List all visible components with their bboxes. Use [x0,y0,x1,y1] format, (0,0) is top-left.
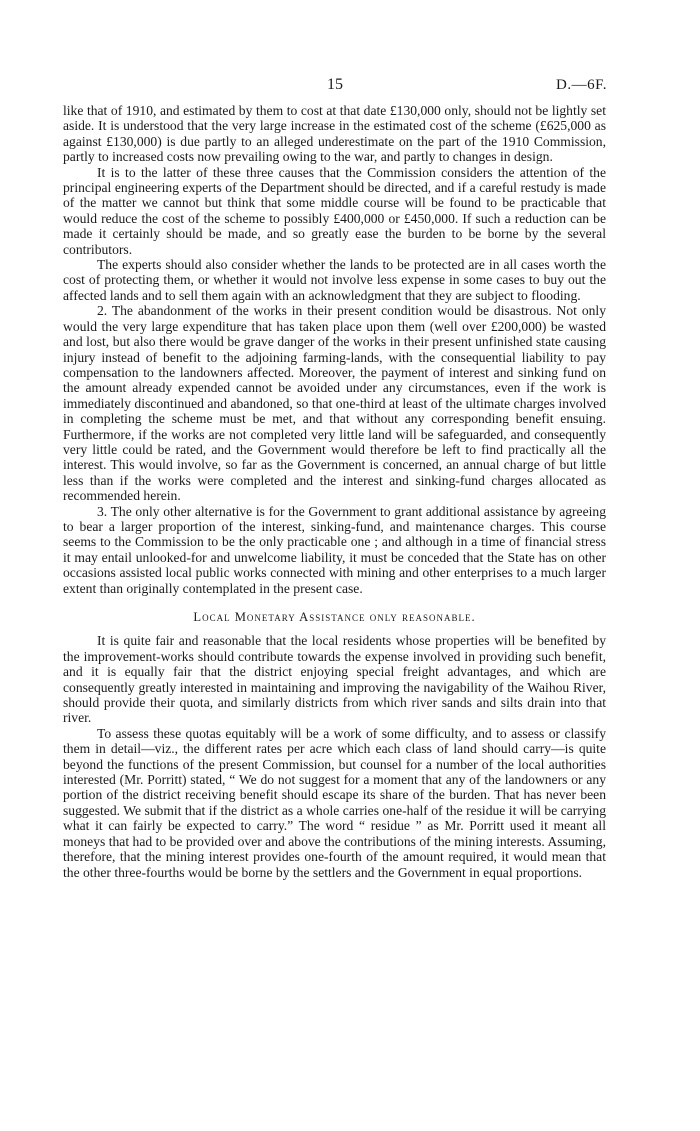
paragraph: It is quite fair and reasonable that the local residents whose properties will be benefited by the improvement-works should contribute towards the expense involved in providing such benefit, and it is equally fair that the district enjoying special freight advantages, and which are consequently greatly interested in maintaining and improving the navigability of the Waihou River, should provide their quota, and similarly districts from which river sands and silts drain into that river. [63,633,606,726]
paragraph: To assess these quotas equitably will be a work of some difficulty, and to assess or classify them in detail—viz., the different rates per acre which each class of land should carry—is quite beyond the functions of the present Commission, but counsel for a number of the local authorities interested (Mr. Porritt) stated, “ We do not suggest for a moment that any of the landowners or any portion of the district receiving benefit should escape its share of the burden. That has never been suggested. We submit that if the district as a whole carries one-half of the residue it will be carrying what it can fairly be expected to carry.” The word “ residue ” as Mr. Porritt used it meant all moneys that had to be provided over and above the contributions of the mining interests. Assuming, therefore, that the mining interest provides one-fourth of the amount required, it would mean that the other three-fourths would be borne by the settlers and the Government in equal proportions. [63,725,606,880]
paragraph-continued: like that of 1910, and estimated by them to cost at that date £130,000 only, should not be lightly set aside. It is understood that the very large increase in the estimated cost of the scheme (£625,000 as against £130,000) is due partly to an alleged underestimate on the part of the 1910 Commission, partly to increased costs now prevailing owing to the war, and partly to changes in design. [63,103,606,165]
paragraph-item-2: 2. The abandonment of the works in their present condition would be disastrous. Not only would the very large expenditure that has taken place upon them (well over £200,000) be wasted and lost, but also there would be grave danger of the works in their present unfinished state causing injury instead of benefit to the adjoining farming-lands, with the consequential liability to pay compensation to the landowners affected. Moreover, the payment of interest and sinking fund on the amount already expended cannot be avoided under any circumstances, even if the work is immediately discontinued and abandoned, so that one-third at least of the ultimate charges involved in completing the scheme must be met, and that without any corresponding benefit ensuing. Furthermore, if the works are not completed very little land will be safeguarded, and consequently very little could be rated, and the Government would therefore be left to find practically all the interest. This would involve, so far as the Government is concerned, an annual charge of but little less than if the works were completed and the interest and sinking-fund charges allocated as recommended herein. [63,303,606,504]
paragraph: It is to the latter of these three causes that the Commission considers the attention of the principal engineering experts of the Department should be directed, and if a careful restudy is made of the matter we cannot but think that some middle course will be found to be practicable that would reduce the cost of the scheme to possibly £400,000 or £450,000. If such a reduction can be made it certainly should be made, and so greatly ease the burden to be borne by the several contributors. [63,164,606,257]
paragraph-item-3: 3. The only other alternative is for the Government to grant additional assistance by agreeing to bear a larger proportion of the interest, sinking-fund, and maintenance charges. This course seems to the Commission to be the only practicable one ; and although in a time of financial stress it may entail unlooked-for and unwelcome liability, it must be conceded that the State has on other occasions assisted local public works connected with mining and other enterprises to a much larger extent than originally contemplated in the present case. [63,503,606,596]
section-heading: Local Monetary Assistance only reasonable. [193,610,476,624]
paragraph: The experts should also consider whether the lands to be protected are in all cases worth the cost of protecting them, or whether it would not involve less expense in some cases to buy out the affected lands and to sell them again with an acknowledgment that they are subject to flooding. [63,257,606,303]
page-number: 15 [327,76,343,93]
document-body [63,103,606,880]
document-reference: D.—6F. [556,77,607,93]
page-header [63,76,607,96]
